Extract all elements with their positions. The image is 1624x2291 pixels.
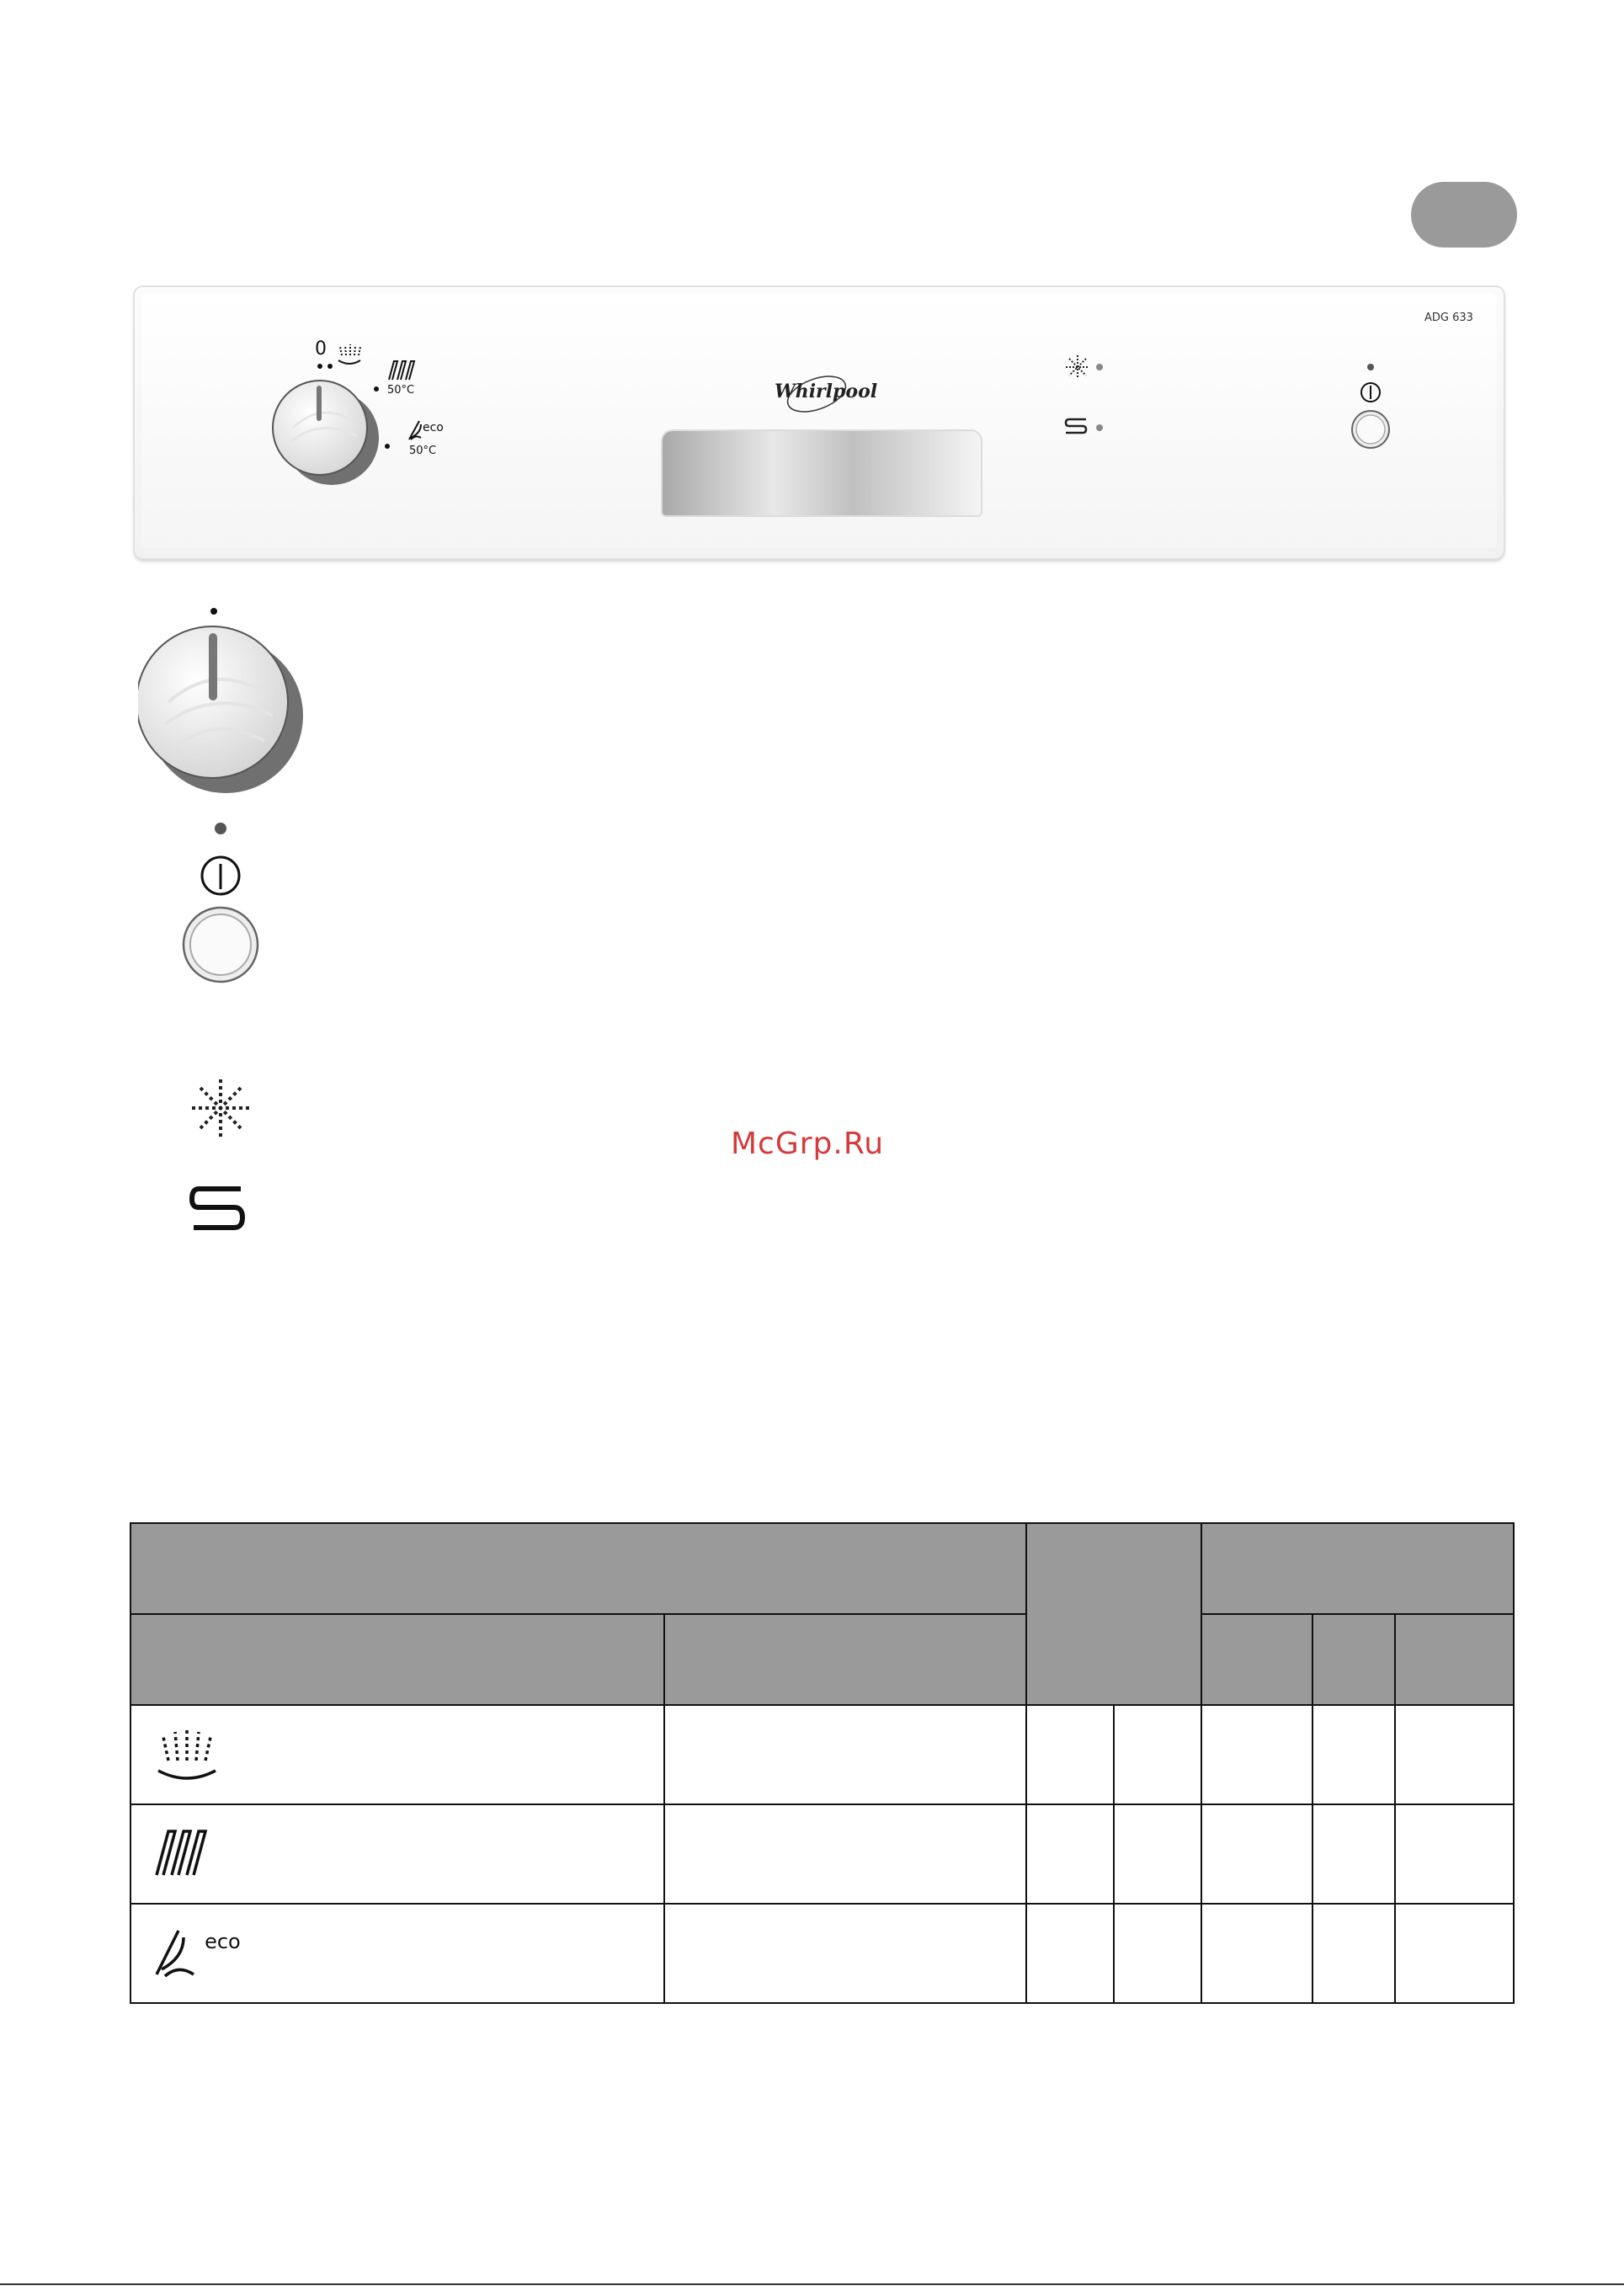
panel-temp-eco: 50°C bbox=[409, 445, 437, 457]
description-cell bbox=[664, 1705, 1026, 1804]
programme-cell bbox=[130, 1804, 664, 1904]
eco-leaf-icon bbox=[407, 419, 423, 441]
model-code: ADG 633 bbox=[1424, 312, 1473, 324]
on-off-button-illustration bbox=[177, 818, 269, 983]
programme-table bbox=[130, 1522, 1515, 2004]
table-row bbox=[130, 1705, 1514, 1804]
table-header-col-c bbox=[1395, 1614, 1514, 1705]
table-header-options bbox=[1026, 1523, 1201, 1705]
rinse-spray-icon bbox=[338, 344, 360, 364]
table-header-description bbox=[664, 1614, 1026, 1705]
panel-temp-intensive: 50°C bbox=[387, 384, 415, 397]
programme-cell bbox=[130, 1904, 664, 2003]
programme-cell bbox=[130, 1705, 664, 1804]
display-window bbox=[661, 429, 982, 517]
description-cell bbox=[664, 1804, 1026, 1904]
bottom-rule bbox=[0, 2283, 1624, 2285]
rinse-spray-icon bbox=[153, 1725, 221, 1781]
panel-on-off[interactable] bbox=[1350, 360, 1392, 451]
dial-position-zero: 0 bbox=[315, 338, 327, 360]
panel-rinse-aid-indicator bbox=[1062, 352, 1105, 382]
panel-salt-indicator bbox=[1062, 413, 1105, 443]
brand-logo: Whirlpool bbox=[775, 381, 878, 402]
watermark: McGrp.Ru bbox=[731, 1127, 885, 1161]
table-header-programme bbox=[130, 1523, 1026, 1614]
panel-programme-knob[interactable] bbox=[269, 369, 381, 488]
table-row bbox=[130, 1804, 1514, 1904]
table-row bbox=[130, 1904, 1514, 2003]
intensive-wash-icon bbox=[153, 1825, 221, 1880]
language-tab bbox=[1411, 182, 1517, 248]
eco-leaf-icon bbox=[153, 1926, 200, 1981]
salt-indicator-icon bbox=[187, 1182, 251, 1238]
eco-label: eco bbox=[205, 1930, 241, 1953]
table-header-col-b bbox=[1313, 1614, 1395, 1705]
intensive-wash-icon bbox=[386, 358, 419, 383]
table-header-col-a bbox=[1201, 1614, 1313, 1705]
rinse-aid-indicator-icon bbox=[189, 1076, 253, 1140]
programme-knob-illustration bbox=[138, 599, 315, 793]
panel-eco-label: eco bbox=[423, 421, 444, 434]
table-header-consumption bbox=[1201, 1523, 1514, 1614]
table-header-programme-name bbox=[130, 1614, 664, 1705]
description-cell bbox=[664, 1904, 1026, 2003]
